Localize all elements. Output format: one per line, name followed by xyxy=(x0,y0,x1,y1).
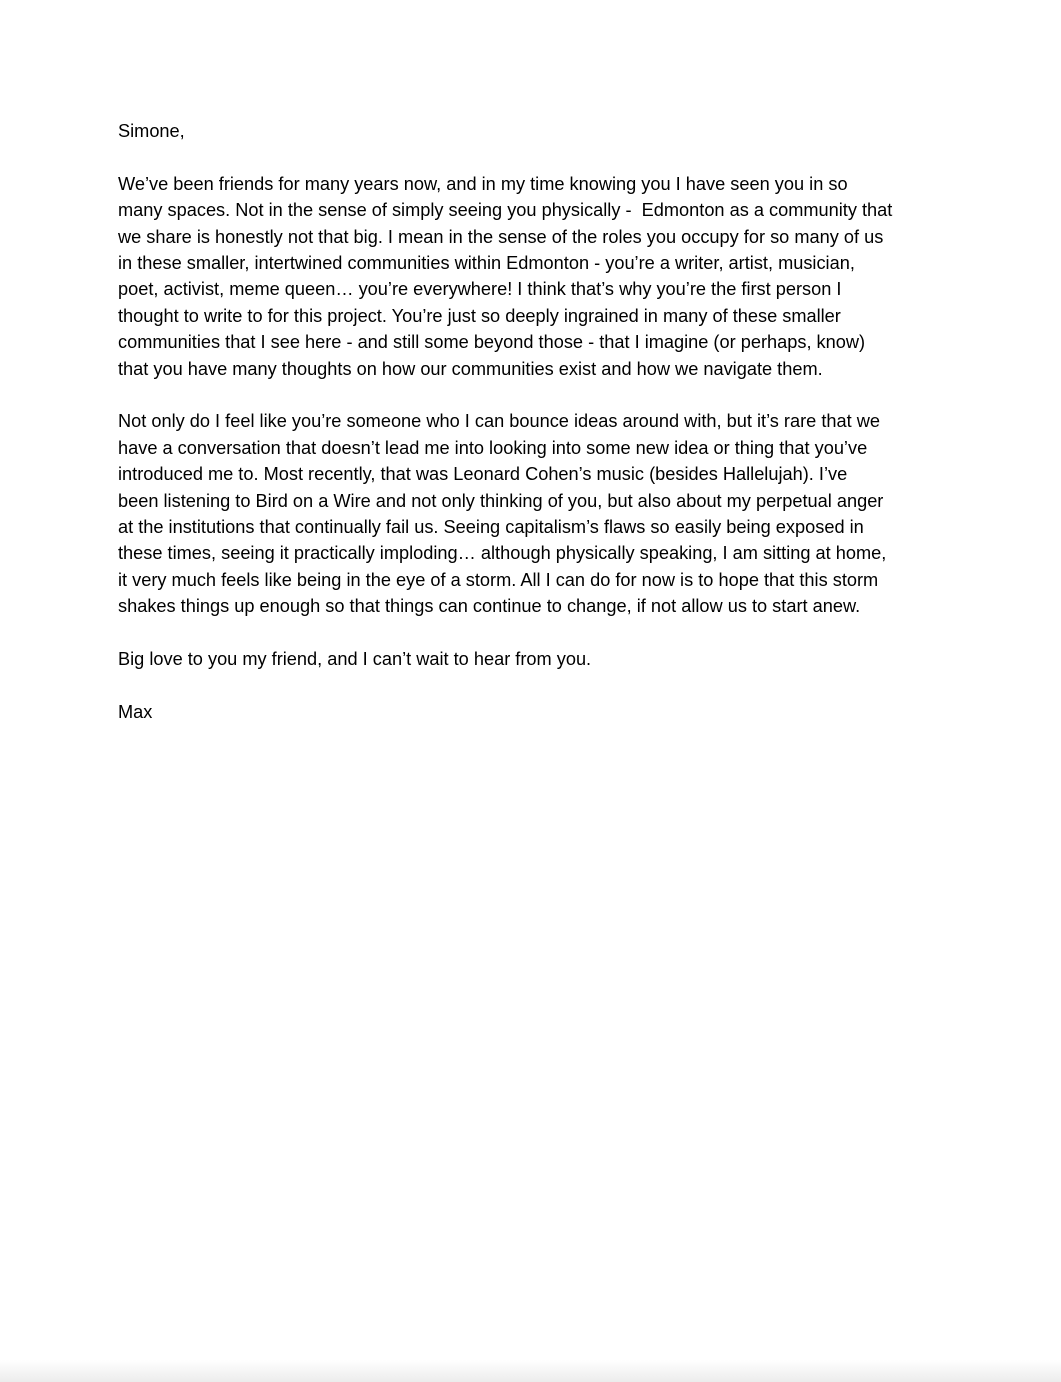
text-line: Not only do I feel like you’re someone who I can bounce ideas around with, but it’s rare that we xyxy=(118,411,880,432)
text-line: at the institutions that continually fail us. Seeing capitalism’s flaws so easily being exposed in xyxy=(118,517,864,538)
text-line: shakes things up enough so that things can continue to change, if not allow us to start anew. xyxy=(118,596,861,617)
text-line: poet, activist, meme queen… you’re everywhere! I think that’s why you’re the first person I xyxy=(118,279,842,300)
text-line: many spaces. Not in the sense of simply seeing you physically - Edmonton as a community that xyxy=(118,200,893,221)
text-line: introduced me to. Most recently, that was Leonard Cohen’s music (besides Hallelujah). I’ve xyxy=(118,464,848,485)
text-line: have a conversation that doesn’t lead me into looking into some new idea or thing that you’ve xyxy=(118,437,868,458)
text-line: we share is honestly not that big. I mean in the sense of the roles you occupy for so many of us xyxy=(118,226,884,247)
text-line: these times, seeing it practically imploding… although physically speaking, I am sitting at home, xyxy=(118,543,887,564)
paragraph-2 xyxy=(118,408,948,619)
text-line: it very much feels like being in the eye of a storm. All I can do for now is to hope that this storm xyxy=(118,569,879,590)
letter-body xyxy=(118,118,948,752)
text-line: thought to write to for this project. You’re just so deeply ingrained in many of these smaller xyxy=(118,305,841,326)
page-bottom-shadow xyxy=(0,1360,1061,1382)
closing-line: Big love to you my friend, and I can’t wait to hear from you. xyxy=(118,649,592,670)
text-line: that you have many thoughts on how our communities exist and how we navigate them. xyxy=(118,358,823,379)
signature: Max xyxy=(118,701,153,722)
text-line: communities that I see here - and still some beyond those - that I imagine (or perhaps, know) xyxy=(118,332,866,353)
salutation: Simone, xyxy=(118,121,185,141)
text-line: We’ve been friends for many years now, and in my time knowing you I have seen you in so xyxy=(118,173,848,194)
paragraph-1 xyxy=(118,171,948,382)
text-line: in these smaller, intertwined communities within Edmonton - you’re a writer, artist, musician, xyxy=(118,253,855,274)
text-line: been listening to Bird on a Wire and not only thinking of you, but also about my perpetual anger xyxy=(118,490,884,511)
